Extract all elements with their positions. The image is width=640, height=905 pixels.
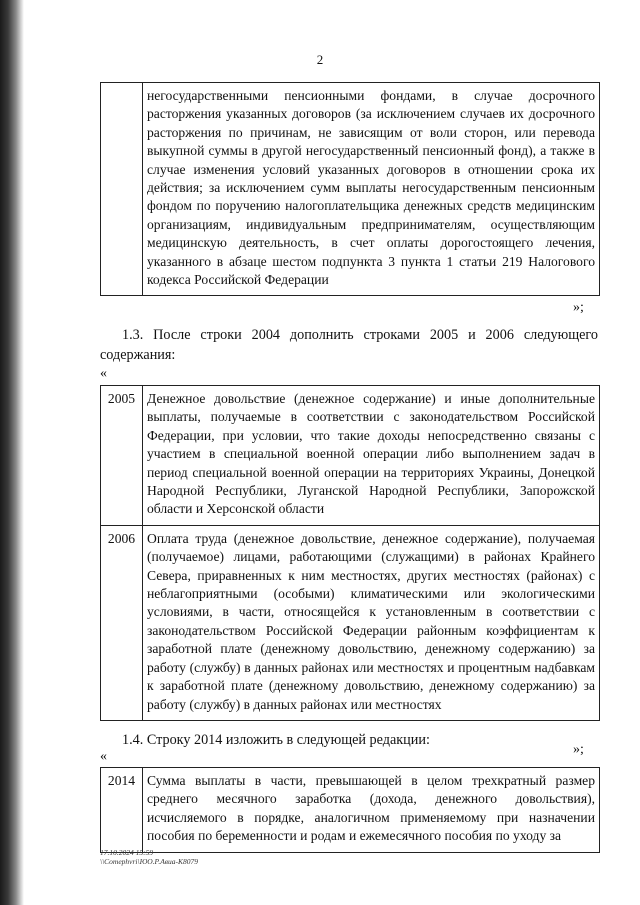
paragraph-1-3: 1.3. После строки 2004 дополнить строками 2005 и 2006 следующего содержания: [100, 327, 598, 363]
footer-timestamp: 17.10.2024 15:59 [100, 848, 154, 857]
table-continued [100, 82, 600, 296]
footer-file-path: \\Comephvri\ЮО.Р.Авиа-К8079 [100, 857, 199, 866]
opening-quote: « [100, 749, 107, 764]
code-cell: 2014 [101, 768, 143, 853]
table-new-rows [100, 385, 600, 721]
footer-stamp [100, 848, 198, 866]
closing-quote: »; [573, 300, 584, 315]
text-cell: Сумма выплаты в части, превышающей в целом трехкратный размер среднего месячного заработка (дохода, денежного довольствия), исчисляемого в порядке, аналогичном применяемому при назначении пособия по беременности и родам и ежемесячного пособия по уходу за [143, 768, 600, 853]
opening-quote: « [100, 366, 107, 381]
table-row [101, 83, 600, 296]
closing-quote: »; [573, 742, 584, 757]
table-row [101, 768, 600, 853]
scan-edge-shadow [0, 0, 24, 905]
table-row-2014 [100, 767, 600, 853]
paragraph-1-4: 1.4. Строку 2014 изложить в следующей редакции: [122, 732, 430, 748]
table-row [101, 386, 600, 526]
text-cell: Оплата труда (денежное довольствие, денежное содержание), получаемая (получаемое) лицами, работающими (служащими) в районах Крайнего Севера, приравненных к ним местностях, других местностях (районах) с неблагоприятными (особыми) климатическими или экологическими условиями, в части, относящейся к установленным в соответствии с законодательством Российской Федерации районным коэффициентам к заработной плате (денежному довольствию, денежному содержанию) за работу (службу) в данных районах или местностях и процентным надбавкам к заработной плате (денежному довольствию, денежному содержанию) за работу (службу) в данных районах или местностях [143, 525, 600, 720]
code-cell: 2005 [101, 386, 143, 526]
text-cell: негосударственными пенсионными фондами, в случае досрочного расторжения указанных договоров (за исключением случаев их досрочного расторжения по причинам, не зависящим от воли сторон, или перевода выкупной суммы в другой негосударственный пенсионный фонд), а также в случае изменения условий указанных договоров в отношении срока их действия; за исключением сумм выплаты негосударственным пенсионным фондом по поручению налогоплательщика денежных средств медицинским организациям, индивидуальным предпринимателям, осуществляющим медицинскую деятельность, в счет оплаты дорогостоящего лечения, указанного в абзаце шестом подпункта 3 пункта 1 статьи 219 Налогового кодекса Российской Федерации [143, 83, 600, 296]
code-cell [101, 83, 143, 296]
code-cell: 2006 [101, 525, 143, 720]
text-cell: Денежное довольствие (денежное содержание) и иные дополнительные выплаты, получаемые в соответствии с законодательством Российской Федерации, при условии, что такие доходы непосредственно связаны с участием в специальной военной операции либо выполнением задач в период специальной военной операции на территориях Украины, Донецкой Народной Республики, Луганской Народной Республики, Запорожской области и Херсонской области [143, 386, 600, 526]
table-row [101, 525, 600, 720]
page-number: 2 [316, 52, 324, 67]
